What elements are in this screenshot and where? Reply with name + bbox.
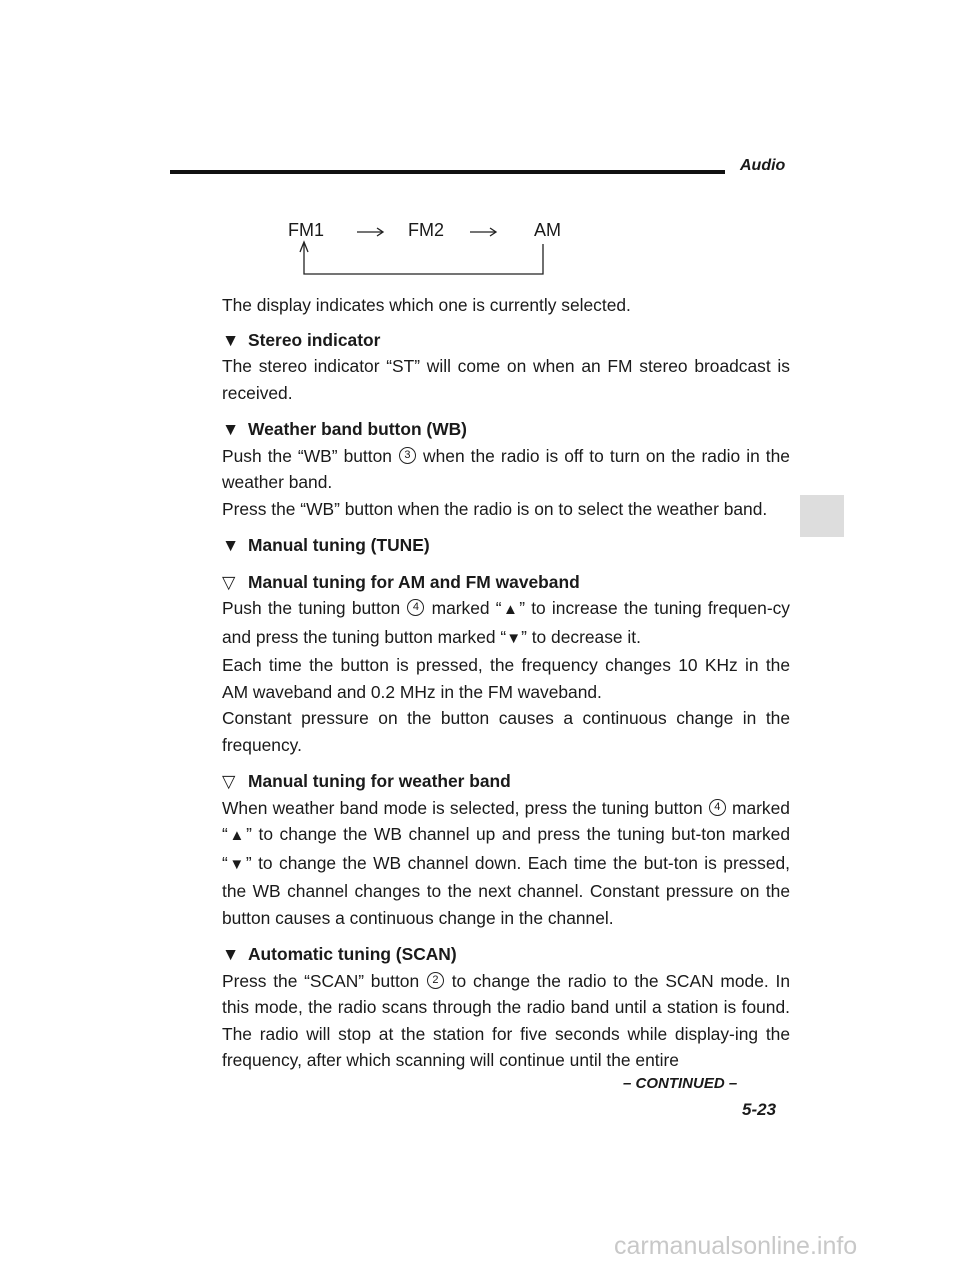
solid-triangle-bullet: ▼ — [222, 535, 240, 555]
page-number: 5-23 — [742, 1100, 777, 1119]
band-label-fm2: FM2 — [408, 220, 444, 240]
watermark-text: carmanualsonline.info — [614, 1232, 858, 1260]
up-triangle-icon: ▲ — [501, 601, 520, 618]
down-triangle-icon: ▼ — [506, 629, 522, 647]
am-fm-paragraph-1: Push the tuning button 4 marked “▲” to increase the tuning frequen-cy and press the tuning button marked “▼” to decrease it. — [222, 598, 790, 647]
wb-heading: ▼ Weather band button (WB) — [222, 416, 790, 443]
band-label-fm1: FM1 — [288, 220, 324, 240]
circled-number: 4 — [407, 599, 424, 616]
solid-triangle-bullet: ▼ — [222, 419, 240, 439]
manual-body — [222, 292, 790, 1074]
circled-number: 2 — [427, 972, 444, 989]
circled-number: 4 — [709, 799, 726, 816]
solid-triangle-bullet: ▼ — [222, 944, 240, 964]
chapter-tab-marker — [800, 495, 844, 537]
down-triangle-icon: ▼ — [227, 855, 246, 873]
wb-paragraph-1: Push the “WB” button 3 when the radio is off to turn on the radio in the weather band. — [222, 445, 790, 492]
manual-tuning-heading: ▼ Manual tuning (TUNE) — [222, 532, 790, 559]
am-fm-subheading: ▽ Manual tuning for AM and FM waveband — [222, 569, 790, 596]
circled-number: 3 — [399, 447, 416, 464]
stereo-heading: ▼ Stereo indicator — [222, 327, 790, 354]
weather-subheading: ▽ Manual tuning for weather band — [222, 768, 790, 795]
up-triangle-icon: ▲ — [227, 827, 247, 844]
hollow-triangle-bullet: ▽ — [222, 771, 236, 791]
band-cycle-diagram — [280, 218, 580, 282]
continued-label: – CONTINUED – — [623, 1075, 738, 1092]
am-fm-paragraph-2: Each time the button is pressed, the frequency changes 10 KHz in the AM waveband and 0.2 MHz in the FM waveband. — [222, 655, 790, 702]
intro-paragraph: The display indicates which one is currently selected. — [222, 295, 631, 315]
scan-heading: ▼ Automatic tuning (SCAN) — [222, 941, 790, 968]
wb-paragraph-2: Press the “WB” button when the radio is on to select the weather band. — [222, 498, 768, 519]
stereo-paragraph: The stereo indicator “ST” will come on when an FM stereo broadcast is received. — [222, 356, 790, 403]
solid-triangle-bullet: ▼ — [222, 329, 240, 350]
hollow-triangle-bullet: ▽ — [222, 571, 236, 592]
band-label-am: AM — [534, 220, 561, 240]
weather-paragraph: When weather band mode is selected, press the tuning button 4 marked “▲” to change the WB channel up and press the tuning but-ton marked “▼” to change the WB channel down. Each time the but-ton is pressed, the WB channel changes to the next channel. Constant pressure on the button causes a continuous change in the channel. — [222, 797, 790, 928]
am-fm-paragraph-3: Constant pressure on the button causes a continuous change in the frequency. — [222, 708, 790, 755]
header-rule — [170, 170, 725, 174]
scan-paragraph: Press the “SCAN” button 2 to change the radio to the SCAN mode. In this mode, the radio scans through the radio band until a station is found. The radio will stop at the station for five seconds while display-ing the frequency, after which scanning will continue until the entire — [222, 970, 790, 1070]
section-title: Audio — [740, 157, 786, 174]
